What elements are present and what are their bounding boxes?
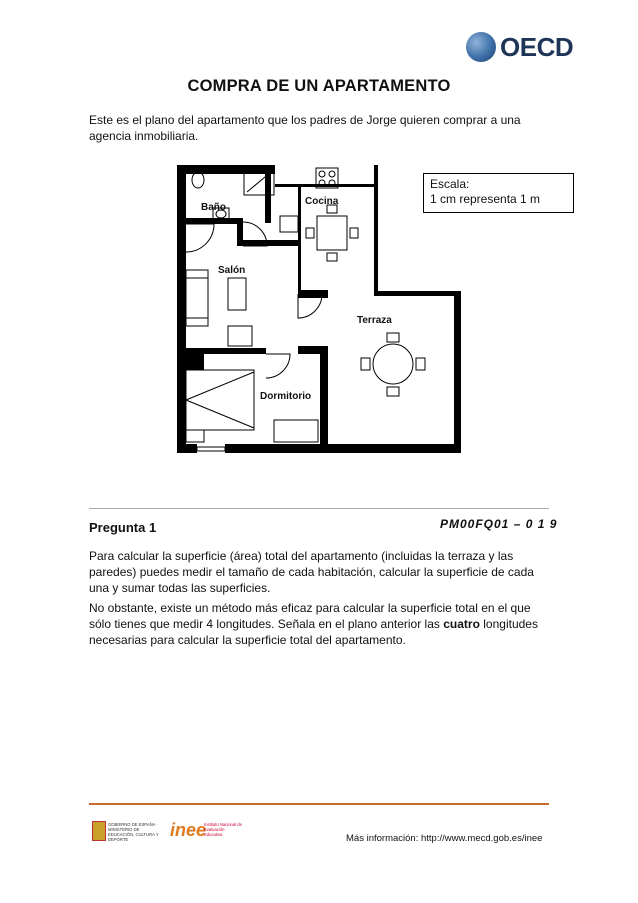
room-label-bano: Baño	[201, 202, 226, 213]
oecd-wordmark: OECD	[500, 32, 574, 62]
question-paragraph-2	[89, 600, 549, 648]
room-label-cocina: Cocina	[305, 196, 339, 207]
inee-logo-mark: inee	[170, 820, 207, 840]
footer-divider	[89, 803, 549, 805]
footer-info-link[interactable]: Más información: http://www.mecd.gob.es/inee	[346, 833, 543, 844]
scale-legend	[423, 173, 574, 213]
section-divider	[89, 508, 549, 509]
room-label-salon: Salón	[218, 265, 246, 276]
room-label-terraza: Terraza	[357, 315, 392, 326]
scale-label: Escala:	[430, 177, 470, 191]
oecd-logo	[466, 30, 586, 64]
page-title: COMPRA DE UN APARTAMENTO	[187, 77, 451, 95]
para2-emphasis: cuatro	[443, 617, 480, 631]
question-code: PM00FQ01 – 0 1 9	[440, 517, 558, 531]
plan-room-labels	[201, 196, 392, 402]
globe-icon	[466, 32, 496, 62]
question-paragraph-1: Para calcular la superficie (área) total del apartamento (incluidas la terraza y las paredes) puedes medir el tamaño de cada habitación, calcular la superficie de cada una y sumar todas las superficies.	[89, 549, 534, 595]
ministerio-logo-text: GOBIERNO DE ESPAÑA · MINISTERIO DE EDUCACIÓN, CULTURA Y DEPORTE	[108, 822, 159, 842]
inee-logo	[170, 820, 240, 846]
scale-value: 1 cm representa 1 m	[430, 192, 541, 206]
question-heading: Pregunta 1	[89, 520, 157, 535]
para2-text-after: longitudes necesarias para calcular la superficie total del apartamento.	[89, 617, 538, 647]
ministerio-logo	[92, 821, 164, 845]
coat-of-arms-icon	[92, 821, 106, 841]
room-label-dormitorio: Dormitorio	[260, 391, 312, 402]
para2-text-before: No obstante, existe un método más eficaz para calcular la superficie total en el que sólo tienes que medir 4 longitudes. Señala en el plano anterior las	[89, 601, 531, 631]
inee-logo-text: Instituto Nacional de Evaluación Educativa	[204, 822, 242, 837]
intro-text: Este es el plano del apartamento que los padres de Jorge quieren comprar a una agencia inmobiliaria.	[89, 113, 521, 143]
